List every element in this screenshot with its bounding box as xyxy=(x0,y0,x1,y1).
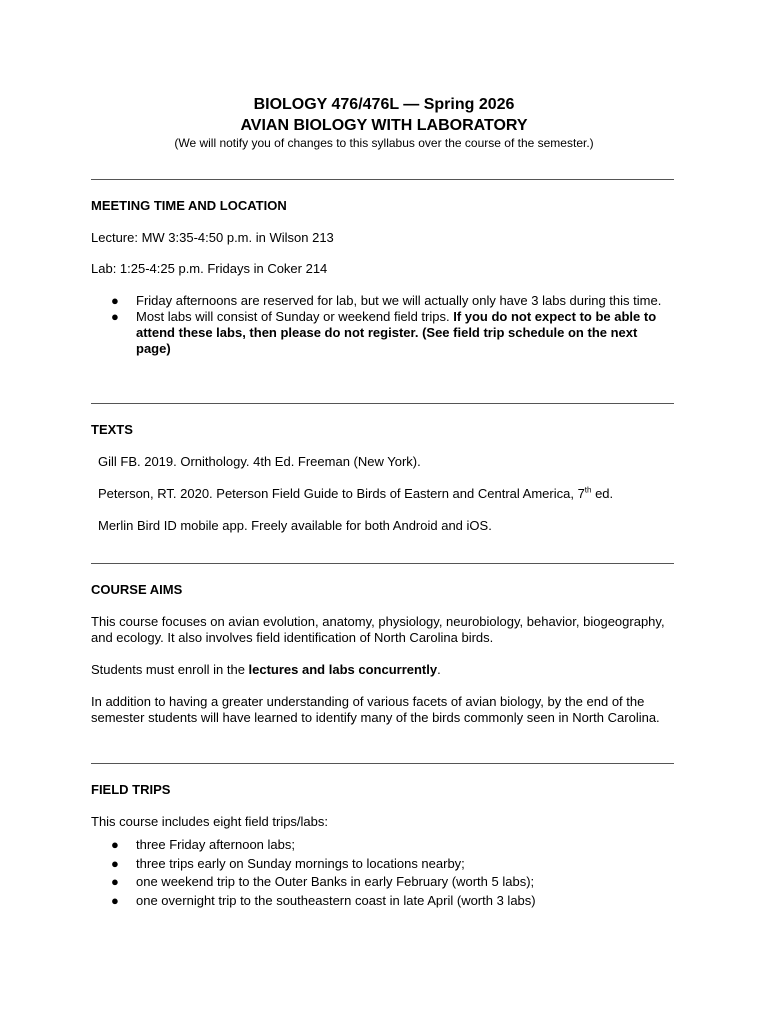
list-item: ● one overnight trip to the southeastern coast in late April (worth 3 labs) xyxy=(91,892,674,911)
text-item-merlin: Merlin Bird ID mobile app. Freely available for both Android and iOS. xyxy=(98,518,492,533)
lab-time: Lab: 1:25-4:25 p.m. Fridays in Coker 214 xyxy=(91,261,328,276)
section-heading-aims: COURSE AIMS xyxy=(91,582,183,597)
list-item: ● three trips early on Sunday mornings to locations nearby; xyxy=(91,855,674,874)
bullet-icon: ● xyxy=(111,892,119,908)
lecture-time: Lecture: MW 3:35-4:50 p.m. in Wilson 213 xyxy=(91,230,334,245)
divider xyxy=(91,179,674,180)
aims-paragraph-3: In addition to having a greater understanding of various facets of avian biology, by the end of the semester students will have learned to identify many of the birds commonly seen in North Carolina. xyxy=(91,694,660,725)
divider xyxy=(91,763,674,764)
meeting-bullets xyxy=(91,293,674,357)
divider xyxy=(91,403,674,404)
list-item: ● Friday afternoons are reserved for lab, but we will actually only have 3 labs during this time. xyxy=(111,293,662,308)
divider xyxy=(91,563,674,564)
list-item: ● one weekend trip to the Outer Banks in early February (worth 5 labs); xyxy=(91,873,674,892)
field-trips-intro: This course includes eight field trips/labs: xyxy=(91,814,329,829)
bullet-icon: ● xyxy=(111,855,119,871)
section-heading-texts: TEXTS xyxy=(91,422,133,437)
list-item: ● three Friday afternoon labs; xyxy=(91,836,674,855)
text-item-peterson: Peterson, RT. 2020. Peterson Field Guide to Birds of Eastern and Central America, 7th ed. xyxy=(98,485,614,501)
bullet-icon: ● xyxy=(111,874,119,889)
bullet-icon: ● xyxy=(111,309,119,324)
bullet-icon: ● xyxy=(111,293,119,308)
course-line: BIOLOGY 476/476L — Spring 2026 xyxy=(253,96,515,113)
bullet-icon: ● xyxy=(111,837,119,852)
field-trip-list xyxy=(91,836,674,910)
section-heading-meeting: MEETING TIME AND LOCATION xyxy=(91,198,287,213)
syllabus-notice: (We will notify you of changes to this syllabus over the course of the semester.) xyxy=(174,136,594,150)
course-title: AVIAN BIOLOGY WITH LABORATORY xyxy=(240,117,528,134)
registration-warning: If you do not expect to be able to attend these labs, then please do not register. (See field trip schedule on the next page) xyxy=(136,309,657,356)
aims-paragraph-2: Students must enroll in the lectures and labs concurrently. xyxy=(91,662,441,677)
section-heading-field-trips: FIELD TRIPS xyxy=(91,782,171,797)
text-item-gill: Gill FB. 2019. Ornithology. 4th Ed. Freeman (New York). xyxy=(98,454,421,469)
list-item: ● Most labs will consist of Sunday or weekend field trips. If you do not expect to be able to attend these labs, then please do not register. (See field trip schedule on the next page) xyxy=(111,309,657,356)
aims-paragraph-1: This course focuses on avian evolution, anatomy, physiology, neurobiology, behavior, biogeography, and ecology. It also involves field identification of North Carolina birds. xyxy=(91,614,665,645)
